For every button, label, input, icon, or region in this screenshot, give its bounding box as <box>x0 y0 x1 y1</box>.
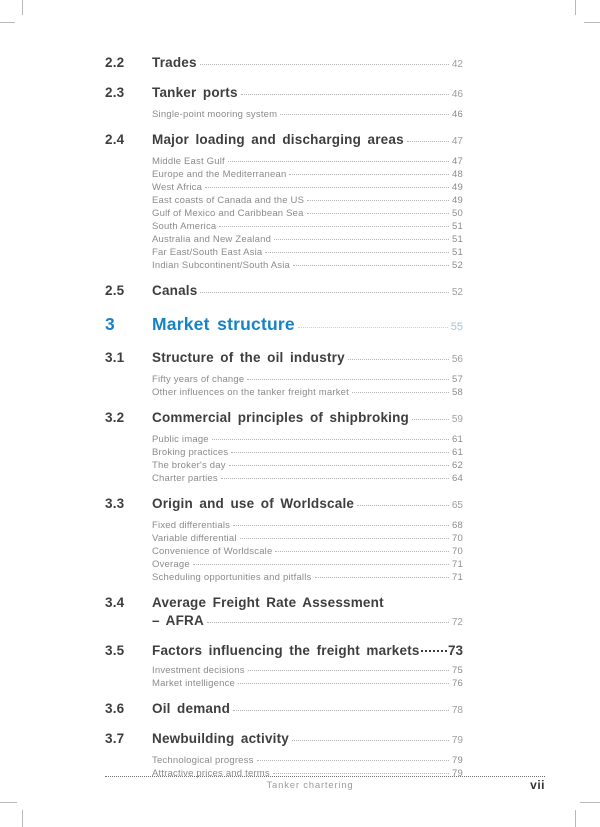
dotted-leader <box>248 670 449 671</box>
toc-entry-title: Charter parties <box>152 473 218 484</box>
toc-entry-sub <box>105 472 463 485</box>
toc-entry-title: Scheduling opportunities and pitfalls <box>152 572 312 583</box>
toc-entry-sub <box>105 233 463 246</box>
toc-entry-title: Newbuilding activity <box>152 731 290 746</box>
toc-entry-title: Fixed differentials <box>152 520 231 531</box>
crop-mark-bottom-left-vertical <box>22 810 23 827</box>
toc-entry-section-continued <box>105 612 463 632</box>
toc-entry-section <box>105 594 463 612</box>
toc-entry-sub <box>105 433 463 446</box>
dotted-leader <box>229 465 449 466</box>
toc-entry-page: 55 <box>450 321 463 333</box>
toc-entry-page: 56 <box>451 354 463 365</box>
dotted-leader <box>273 773 449 774</box>
toc-entry-title: Market intelligence <box>152 678 236 689</box>
toc-entry-number: 3.4 <box>105 595 125 610</box>
toc-entry-number: 3 <box>105 314 115 334</box>
toc-entry-sub <box>105 519 463 532</box>
toc-entry-number: 2.2 <box>105 55 125 70</box>
toc-entry-title: Origin and use of Worldscale <box>152 496 355 511</box>
toc-entry-page: 47 <box>452 156 463 167</box>
toc-entry-title: Investment decisions <box>152 665 245 676</box>
toc-entry-section <box>105 282 463 302</box>
dotted-leader <box>247 379 449 380</box>
dotted-leader <box>292 740 449 741</box>
dotted-leader <box>228 161 449 162</box>
crop-mark-top-left-horizontal <box>0 22 15 23</box>
crop-mark-top-left-vertical <box>22 0 23 15</box>
toc-chapter-heading <box>105 312 463 339</box>
crop-mark-top-right-horizontal <box>584 22 600 23</box>
crop-mark-bottom-left-horizontal <box>0 802 17 803</box>
dotted-leader <box>205 187 449 188</box>
dotted-leader <box>240 538 449 539</box>
toc-entry-title: West Africa <box>152 182 203 193</box>
toc-entry-page: 47 <box>451 136 463 147</box>
toc-entry-title: Canals <box>152 283 198 298</box>
dotted-leader <box>307 200 449 201</box>
toc-entry-page: 79 <box>451 735 463 746</box>
toc-entry-sub <box>105 259 463 272</box>
toc-entry-page: 49 <box>452 195 463 206</box>
toc-entry-page: 70 <box>452 533 463 544</box>
toc-entry-title: Gulf of Mexico and Caribbean Sea <box>152 208 304 219</box>
toc-entry-title: Europe and the Mediterranean <box>152 169 287 180</box>
toc-entry-sub <box>105 459 463 472</box>
footer-line <box>105 777 545 792</box>
toc-entry-title: Average Freight Rate Assessment <box>152 595 384 610</box>
toc-entry-page: 62 <box>452 460 463 471</box>
toc-entry-page: 46 <box>451 89 463 100</box>
toc-entry-sub <box>105 194 463 207</box>
toc-entry-number: 3.2 <box>105 410 125 425</box>
page-footer <box>105 776 545 792</box>
toc-entry-page: 65 <box>451 500 463 511</box>
toc-entry-page: 73 <box>447 643 463 658</box>
crop-mark-bottom-right-vertical <box>575 810 576 827</box>
toc-entry-section <box>105 131 463 151</box>
toc-entry-title: Middle East Gulf <box>152 156 225 167</box>
dotted-leader <box>233 710 449 711</box>
toc-entry-title: Oil demand <box>152 701 231 716</box>
dotted-leader <box>212 439 449 440</box>
dotted-leader <box>357 505 449 506</box>
toc-entry-sub <box>105 545 463 558</box>
dotted-leader <box>307 213 449 214</box>
toc-entry-sub <box>105 386 463 399</box>
dotted-leader <box>280 114 449 115</box>
dotted-leader <box>352 392 449 393</box>
toc-entry-title: Major loading and discharging areas <box>152 132 404 147</box>
toc-entry-page: 51 <box>452 234 463 245</box>
dotted-leader <box>407 141 449 142</box>
dotted-leader <box>200 292 448 293</box>
toc-entry-title: Other influences on the tanker freight market <box>152 387 349 398</box>
toc-entry-section <box>105 642 463 660</box>
dotted-leader <box>238 683 449 684</box>
footer-running-title: Tanker chartering <box>266 780 354 791</box>
toc-entry-section <box>105 54 463 74</box>
toc-entry-number: 3.7 <box>105 731 125 746</box>
dotted-leader <box>421 650 447 652</box>
dotted-leader <box>274 239 449 240</box>
toc-entry-title: Factors influencing the freight markets <box>152 643 420 658</box>
toc-entry-number: 3.5 <box>105 643 125 658</box>
toc-entry-page: 59 <box>451 414 463 425</box>
dotted-leader <box>348 359 449 360</box>
dotted-leader <box>219 226 449 227</box>
toc-entry-title: Convenience of Worldscale <box>152 546 273 557</box>
toc-entry-page: 52 <box>451 287 463 298</box>
toc-entry-title: Tanker ports <box>152 85 238 100</box>
toc-entry-page: 46 <box>452 109 463 120</box>
toc-entry-page: 76 <box>452 678 463 689</box>
toc-entry-title: Overage <box>152 559 190 570</box>
toc-entry-page: 52 <box>452 260 463 271</box>
toc-entry-title: Trades <box>152 55 197 70</box>
toc-entry-page: 64 <box>452 473 463 484</box>
toc-entry-title: – AFRA <box>152 613 204 628</box>
toc-entry-number: 2.3 <box>105 85 125 100</box>
toc-entry-title: Technological progress <box>152 755 254 766</box>
toc-entry-page: 42 <box>451 59 463 70</box>
dotted-leader <box>275 551 449 552</box>
toc-entry-page: 72 <box>451 617 463 628</box>
toc-entry-title: Australia and New Zealand <box>152 234 272 245</box>
dotted-leader <box>293 265 449 266</box>
toc-entry-sub <box>105 754 463 767</box>
toc-entry-page: 49 <box>452 182 463 193</box>
toc-entry-number: 3.6 <box>105 701 125 716</box>
dotted-leader <box>200 64 449 65</box>
toc-entry-page: 50 <box>452 208 463 219</box>
toc-entry-title: Structure of the oil industry <box>152 350 345 365</box>
toc-entry-title: Fifty years of change <box>152 374 245 385</box>
toc-entry-section <box>105 84 463 104</box>
toc-entry-page: 79 <box>452 755 463 766</box>
toc-entry-sub <box>105 220 463 233</box>
toc-entry-sub <box>105 108 463 121</box>
toc-entry-page: 68 <box>452 520 463 531</box>
dotted-leader <box>193 564 449 565</box>
toc-entry-number: 3.3 <box>105 496 125 511</box>
toc-entry-page: 70 <box>452 546 463 557</box>
toc-entry-sub <box>105 246 463 259</box>
toc-entry-section <box>105 495 463 515</box>
toc-entry-number: 2.4 <box>105 132 125 147</box>
toc-entry-sub <box>105 664 463 677</box>
dotted-leader <box>207 622 449 623</box>
toc-entry-title: Variable differential <box>152 533 237 544</box>
toc-entry-title: Attractive prices and terms <box>152 768 270 779</box>
dotted-leader <box>412 419 449 420</box>
toc-entry-page: 61 <box>452 447 463 458</box>
toc-entry-title: East coasts of Canada and the US <box>152 195 305 206</box>
toc-entry-page: 71 <box>452 572 463 583</box>
toc-entry-page: 78 <box>451 705 463 716</box>
toc-entry-sub <box>105 558 463 571</box>
toc-entry-page: 75 <box>452 665 463 676</box>
toc-entry-sub <box>105 677 463 690</box>
toc-entry-sub <box>105 571 463 584</box>
toc-entry-title: Indian Subcontinent/South Asia <box>152 260 291 271</box>
toc-entry-section <box>105 730 463 750</box>
toc-entry-title: South America <box>152 221 217 232</box>
toc-entry-section <box>105 349 463 369</box>
dotted-leader <box>315 577 450 578</box>
toc-entry-sub <box>105 155 463 168</box>
toc-entry-section <box>105 409 463 429</box>
toc-entry-sub <box>105 168 463 181</box>
toc-entry-title: Public image <box>152 434 209 445</box>
toc-entry-sub <box>105 181 463 194</box>
crop-mark-bottom-right-horizontal <box>580 802 600 803</box>
toc-entry-sub <box>105 532 463 545</box>
toc-entry-page: 57 <box>452 374 463 385</box>
dotted-leader <box>257 760 449 761</box>
toc-entry-page: 79 <box>452 768 463 779</box>
footer-page-number: vii <box>530 778 545 792</box>
toc-entry-title: Far East/South East Asia <box>152 247 263 258</box>
toc-entry-number: 2.5 <box>105 283 125 298</box>
toc-entry-title: Commercial principles of shipbroking <box>152 410 409 425</box>
dotted-leader <box>241 94 449 95</box>
crop-mark-top-right-vertical <box>575 0 576 15</box>
toc-entry-sub <box>105 207 463 220</box>
toc-entry-page: 48 <box>452 169 463 180</box>
toc-entry-title: Market structure <box>152 314 295 334</box>
dotted-leader <box>298 327 448 328</box>
toc-entry-section <box>105 700 463 720</box>
toc-entry-number: 3.1 <box>105 350 125 365</box>
dotted-leader <box>221 478 449 479</box>
toc-entry-title: Broking practices <box>152 447 229 458</box>
dotted-leader <box>289 174 449 175</box>
toc-entry-title: Single-point mooring system <box>152 109 278 120</box>
toc-entry-page: 51 <box>452 247 463 258</box>
dotted-leader <box>233 525 449 526</box>
dotted-leader <box>231 452 449 453</box>
toc-entry-page: 51 <box>452 221 463 232</box>
toc-entry-title: The broker's day <box>152 460 226 471</box>
toc-entry-page: 61 <box>452 434 463 445</box>
toc-entry-page: 71 <box>452 559 463 570</box>
toc-entry-page: 58 <box>452 387 463 398</box>
toc-entry-sub <box>105 446 463 459</box>
toc-entry-sub <box>105 373 463 386</box>
dotted-leader <box>265 252 449 253</box>
